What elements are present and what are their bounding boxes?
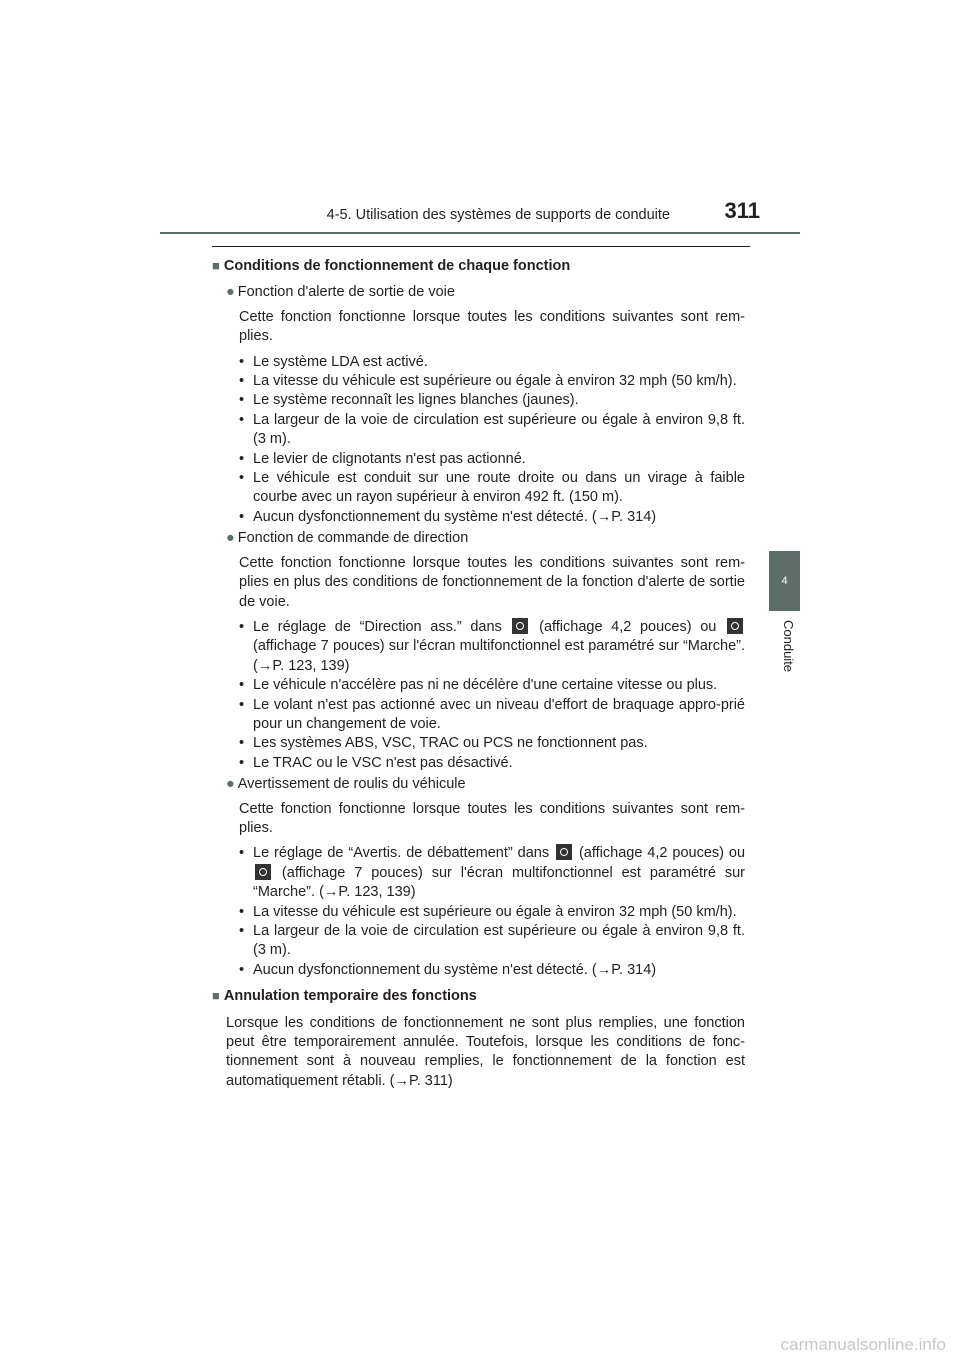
list-item: • Le volant n'est pas actionné avec un niveau d'effort de braquage appro-prié pour un changement de voie. <box>239 696 745 735</box>
circle-bullet-icon: ● <box>226 530 235 547</box>
watermark: carmanualsonline.info <box>780 1335 946 1354</box>
header-line <box>160 232 800 234</box>
group-title: ● Fonction de commande de direction <box>226 530 469 547</box>
list-item: • Aucun dysfonctionnement du système n'est détecté. (→P. 314) <box>239 508 745 527</box>
list-item: • Le TRAC ou le VSC n'est pas désactivé. <box>239 754 745 773</box>
settings-icon <box>556 844 572 860</box>
page-body <box>212 256 745 1097</box>
group-intro: Cette fonction fonctionne lorsque toutes les conditions suivantes sont rem-plies en plus des conditions de fonctionnement de la fonction d'alerte de sortie de voie. <box>239 554 745 610</box>
list-item: • Le véhicule est conduit sur une route droite ou dans un virage à faible courbe avec un rayon supérieur à environ 492 ft. (150 m). <box>239 469 745 508</box>
square-bullet-icon: ■ <box>212 258 220 273</box>
chapter-tab <box>769 551 800 611</box>
list-item: • La largeur de la voie de circulation est supérieure ou égale à environ 9,8 ft. (3 m). <box>239 411 745 450</box>
condition-list <box>239 618 745 773</box>
condition-list <box>239 353 745 528</box>
group-intro: Cette fonction fonctionne lorsque toutes les conditions suivantes sont rem-plies. <box>239 800 745 836</box>
circle-bullet-icon: ● <box>226 776 235 793</box>
list-item: • Le système LDA est activé. <box>239 353 745 372</box>
list-item: • Le véhicule n'accélère pas ni ne décélère d'une certaine vitesse ou plus. <box>239 676 745 695</box>
group-intro: Cette fonction fonctionne lorsque toutes les conditions suivantes sont rem-plies. <box>239 308 745 345</box>
list-item: • Aucun dysfonctionnement du système n'est détecté. (→P. 314) <box>239 961 745 980</box>
group-title: ● Fonction d'alerte de sortie de voie <box>226 284 455 301</box>
section-title: 4-5. Utilisation des systèmes de supports de conduite <box>326 207 670 223</box>
list-item: • La vitesse du véhicule est supérieure ou égale à environ 32 mph (50 km/h). <box>239 372 745 391</box>
page-number: 311 <box>724 198 760 223</box>
settings-icon <box>512 618 528 634</box>
list-item: • Le réglage de “Direction ass.” dans (affichage 4,2 pouces) ou (affichage 7 pouces) sur l'écran multifonctionnel est paramétré sur “Marche”. (→P. 123, 139) <box>239 618 745 676</box>
square-bullet-icon: ■ <box>212 988 220 1004</box>
section-paragraph: Lorsque les conditions de fonctionnement ne sont plus remplies, une fonction peut être temporairement annulée. Toutefois, lorsque les conditions de fonc-tionnement sont à nouveau remplies, le fonctionnement de la fonction est automatiquement rétabli. (→P. 311) <box>226 1014 745 1089</box>
circle-bullet-icon: ● <box>226 284 235 301</box>
condition-list <box>239 844 745 980</box>
group-title: ● Avertissement de roulis du véhicule <box>226 776 466 793</box>
list-item: • Le levier de clignotants n'est pas actionné. <box>239 450 745 469</box>
chapter-number: 4 <box>781 575 788 587</box>
section-heading: ■ Annulation temporaire des fonctions <box>212 988 477 1005</box>
settings-icon <box>727 618 743 634</box>
chapter-label: Conduite <box>781 620 796 673</box>
settings-icon <box>255 864 271 880</box>
section-heading: ■ Conditions de fonctionnement de chaque fonction <box>212 258 571 274</box>
list-item: • Le système reconnaît les lignes blanches (jaunes). <box>239 391 745 410</box>
list-item: • Le réglage de “Avertis. de débattement” dans (affichage 4,2 pouces) ou (affichage 7 pouces) sur l'écran multifonctionnel est paramétré sur “Marche”. (→P. 123, 139) <box>239 844 745 902</box>
list-item: • La largeur de la voie de circulation est supérieure ou égale à environ 9,8 ft. (3 m). <box>239 922 745 961</box>
list-item: • Les systèmes ABS, VSC, TRAC ou PCS ne fonctionnent pas. <box>239 734 745 753</box>
list-item: • La vitesse du véhicule est supérieure ou égale à environ 32 mph (50 km/h). <box>239 903 745 922</box>
content-rule <box>212 246 750 247</box>
